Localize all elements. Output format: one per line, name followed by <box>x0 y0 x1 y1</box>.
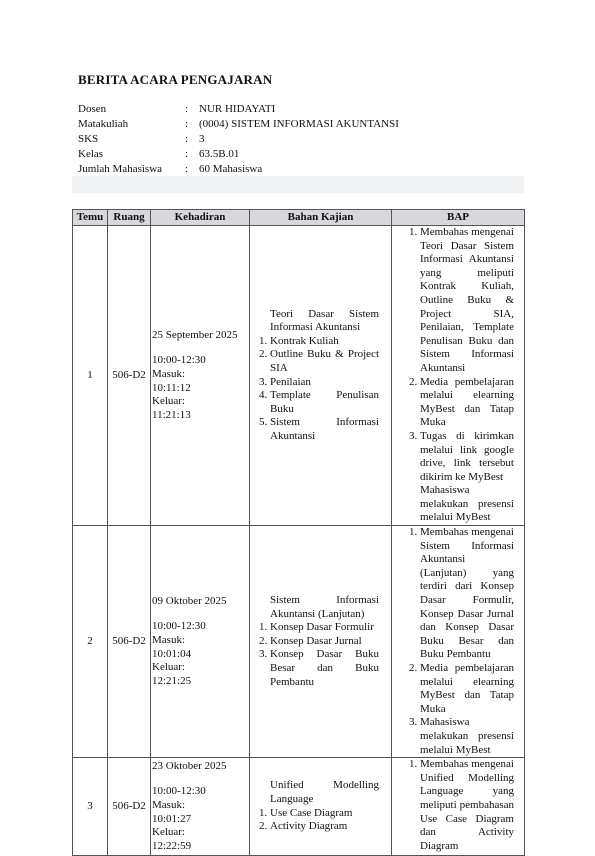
list-item: 1. Use Case Diagram <box>270 807 379 821</box>
ruang-cell: 506-D2 <box>108 758 151 856</box>
header-bap: BAP <box>392 210 525 226</box>
list-item: 4. Template Penulisan Buku <box>270 389 379 416</box>
info-colon: : <box>185 163 189 175</box>
table-row <box>73 226 525 526</box>
bap-list <box>396 758 514 853</box>
list-item: 2. Outline Buku & Project SIA <box>270 348 379 375</box>
list-item: 3. Mahasiswa melakukan presensi melalui MyBest <box>420 716 514 757</box>
list-item: 5. Sistem Informasi Akuntansi <box>270 416 379 443</box>
temu-cell: 3 <box>73 758 108 856</box>
check-out-label: Keluar: <box>152 395 185 408</box>
info-label: SKS <box>78 133 99 145</box>
list-item: 1. Membahas mengenai Sistem Informasi Akuntansi (Lanjutan) yang terdiri dari Konsep Dasar Formulir, Konsep Dasar Jurnal dan Konsep Dasar Buku Besar dan Buku Pembantu <box>420 526 514 662</box>
info-value: 60 Mahasiswa <box>199 163 263 175</box>
bap-list <box>396 526 514 757</box>
list-item: 2. Activity Diagram <box>270 820 379 834</box>
temu-cell: 2 <box>73 526 108 758</box>
attendance-date: 23 Oktober 2025 <box>152 759 227 772</box>
check-out-label: Keluar: <box>152 661 185 674</box>
temu-cell: 1 <box>73 226 108 526</box>
bap-cell <box>392 526 525 758</box>
info-row-jumlah-mahasiswa <box>78 162 399 177</box>
info-value: (0004) SISTEM INFORMASI AKUNTANSI <box>199 118 399 130</box>
list-item: 1. Membahas mengenai Teori Dasar Sistem Informasi Akuntansi yang meliputi Kontrak Kuliah, Outline Buku & Project SIA, Penilaian, Template Penulisan Buku dan Sistem Informasi Akuntansi <box>420 226 514 376</box>
info-value: 3 <box>199 133 205 145</box>
shaded-spacer <box>72 176 524 193</box>
info-label: Kelas <box>78 148 104 160</box>
header-kehadiran: Kehadiran <box>151 210 250 226</box>
list-item: 2. Konsep Dasar Jurnal <box>270 635 379 649</box>
list-item: 3. Penilaian <box>270 376 379 390</box>
session-time: 10:00-12:30 <box>152 620 206 633</box>
header-temu: Temu <box>73 210 108 226</box>
info-colon: : <box>185 118 189 130</box>
info-colon: : <box>185 148 189 160</box>
check-in-time: 10:11:12 <box>152 381 191 394</box>
session-time: 10:00-12:30 <box>152 354 206 367</box>
topic-list <box>254 621 379 689</box>
kehadiran-cell <box>151 226 250 526</box>
kehadiran-cell <box>151 758 250 856</box>
bap-cell <box>392 226 525 526</box>
course-info <box>78 102 399 177</box>
attendance-date: 25 September 2025 <box>152 328 238 341</box>
info-row-kelas <box>78 147 399 162</box>
bap-list <box>396 226 514 484</box>
topic-list <box>254 335 379 444</box>
topic-list <box>254 807 379 834</box>
topic-heading: Teori Dasar Sistem Informasi Akuntansi <box>270 307 379 334</box>
header-ruang: Ruang <box>108 210 151 226</box>
table-row <box>73 526 525 758</box>
kehadiran-cell <box>151 526 250 758</box>
bahan-kajian-cell <box>250 526 392 758</box>
check-in-time: 10:01:27 <box>152 812 192 825</box>
check-in-label: Masuk: <box>152 367 185 380</box>
list-item: 1. Membahas mengenai Unified Modelling Language yang meliputi pembahasan Use Case Diagram dan Activity Diagram <box>420 758 514 853</box>
list-item: 1. Kontrak Kuliah <box>270 335 379 349</box>
info-label: Dosen <box>78 103 107 115</box>
attendance-table <box>72 209 525 856</box>
list-item: 1. Konsep Dasar Formulir <box>270 621 379 635</box>
check-in-time: 10:01:04 <box>152 647 192 660</box>
topic-heading: Sistem Informasi Akuntansi (Lanjutan) <box>270 594 379 620</box>
check-in-label: Masuk: <box>152 634 185 647</box>
info-value: 63.5B.01 <box>199 148 240 160</box>
ruang-cell: 506-D2 <box>108 526 151 758</box>
info-label: Jumlah Mahasiswa <box>78 163 163 175</box>
attendance-date: 09 Oktober 2025 <box>152 594 227 607</box>
list-item: 2. Media pembelajaran melalui elearning MyBest dan Tatap Muka <box>420 662 514 716</box>
bahan-kajian-cell <box>250 226 392 526</box>
list-item: 2. Media pembelajaran melalui elearning MyBest dan Tatap Muka <box>420 376 514 430</box>
document-title: BERITA ACARA PENGAJARAN <box>78 72 273 87</box>
info-value: NUR HIDAYATI <box>199 103 276 115</box>
check-in-label: Masuk: <box>152 799 185 812</box>
info-label: Matakuliah <box>78 118 129 130</box>
info-row-matakuliah <box>78 117 399 132</box>
info-colon: : <box>185 103 189 115</box>
bahan-kajian-cell <box>250 758 392 856</box>
check-out-time: 12:21:25 <box>152 674 192 687</box>
table-row <box>73 758 525 856</box>
check-out-label: Keluar: <box>152 826 185 839</box>
bap-note: Mahasiswa melakukan presensi melalui MyBest <box>420 484 514 524</box>
info-row-sks <box>78 132 399 147</box>
bap-cell <box>392 758 525 856</box>
session-time: 10:00-12:30 <box>152 785 206 798</box>
list-item: 3. Konsep Dasar Buku Besar dan Buku Pembantu <box>270 648 379 689</box>
check-out-time: 11:21:13 <box>152 408 191 421</box>
topic-heading: Unified Modelling Language <box>270 779 379 806</box>
table-header-row <box>73 210 525 226</box>
list-item: 3. Tugas di kirimkan melalui link google drive, link tersebut dikirim ke MyBest <box>420 430 514 484</box>
ruang-cell: 506-D2 <box>108 226 151 526</box>
info-colon: : <box>185 133 189 145</box>
header-bahan-kajian: Bahan Kajian <box>250 210 392 226</box>
check-out-time: 12:22:59 <box>152 839 192 852</box>
info-row-dosen <box>78 102 399 117</box>
